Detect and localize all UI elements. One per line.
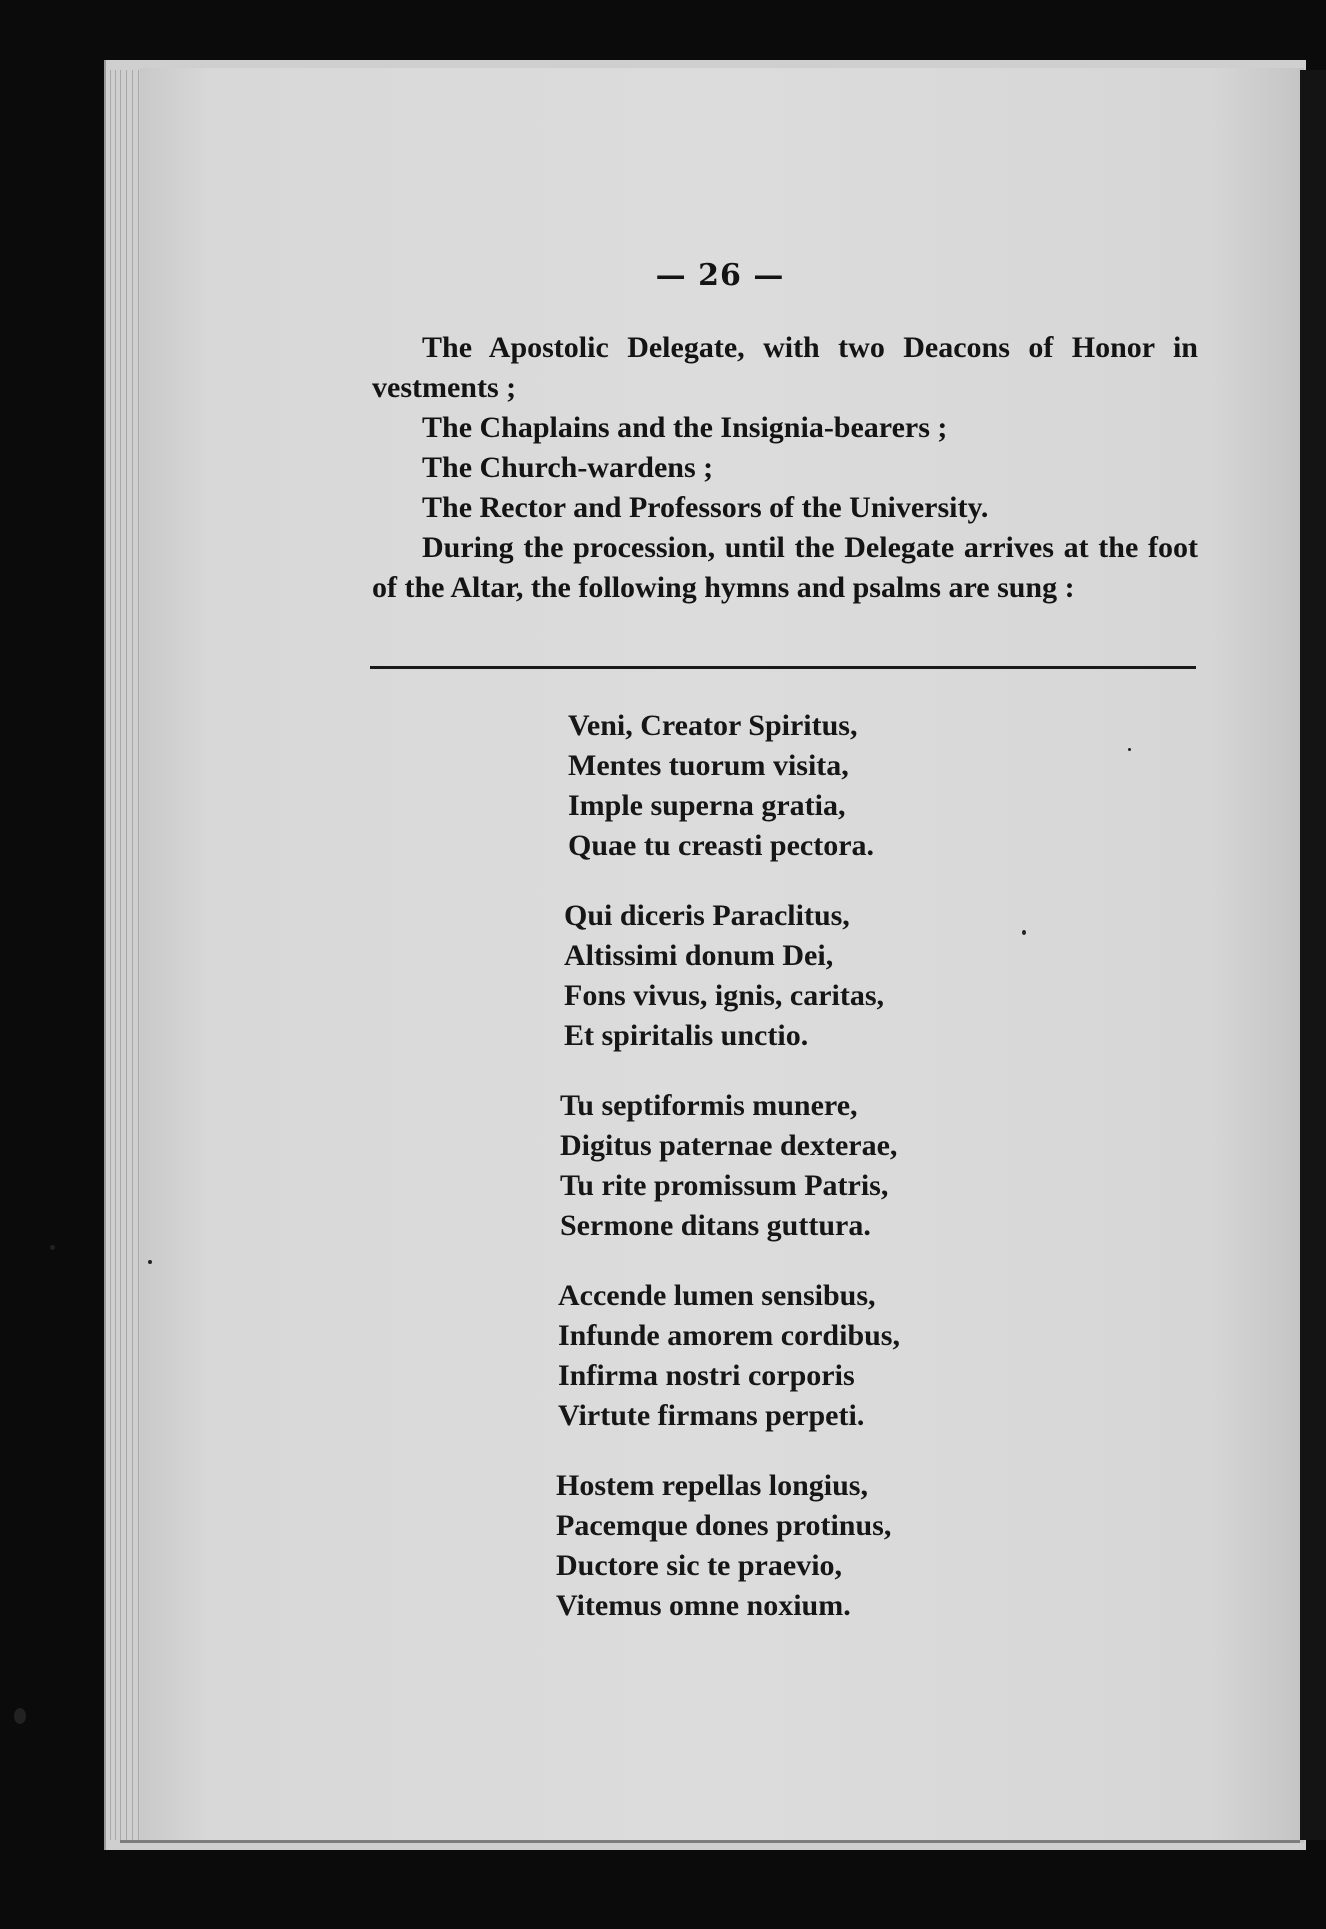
- page-edge-line: [120, 70, 121, 1840]
- binding-shadow: [1300, 70, 1326, 1840]
- page-edge-line: [110, 70, 111, 1840]
- procession-item-chaplains: [372, 408, 1198, 448]
- section-divider: [370, 666, 1196, 669]
- hymn-stanza-1: [568, 706, 874, 866]
- hymn-line: Infirma nostri corporis: [558, 1359, 855, 1392]
- page-edge-line: [138, 70, 139, 1840]
- hymn-stanza-2: [564, 896, 884, 1056]
- page-edge-line: [126, 70, 127, 1840]
- hymn-line: Infunde amorem cordibus,: [558, 1319, 900, 1352]
- hymn-line: Pacemque dones protinus,: [556, 1509, 892, 1542]
- hymn-line: Quae tu creasti pectora.: [568, 829, 875, 862]
- scan-speck: [1022, 930, 1026, 935]
- page-edge-line: [132, 70, 133, 1840]
- procession-delegate-text: The Apostolic Delegate, with two Deacons of Honor in vestments ;: [372, 331, 1198, 404]
- procession-rector-text: The Rector and Professors of the University.: [422, 491, 989, 524]
- hymn-line: Veni, Creator Spiritus,: [568, 709, 858, 742]
- procession-instruction-text: During the procession, until the Delegate arrives at the foot of the Altar, the following hymns and psalms are sung :: [372, 531, 1198, 604]
- scan-speck: [148, 1260, 152, 1264]
- hymn-line: Ductore sic te praevio,: [556, 1549, 843, 1582]
- hymn-stanza-5: [556, 1466, 891, 1626]
- scan-speck: [50, 1245, 55, 1250]
- page-edge-line: [115, 70, 116, 1840]
- hymn-line: Altissimi donum Dei,: [564, 939, 834, 972]
- hymn-line: Hostem repellas longius,: [556, 1469, 868, 1502]
- hymn-line: Qui diceris Paraclitus,: [564, 899, 850, 932]
- hymn-line: Sermone ditans guttura.: [560, 1209, 871, 1242]
- procession-chaplains-text: The Chaplains and the Insignia-bearers ;: [422, 411, 948, 444]
- procession-item-wardens: [372, 448, 1198, 488]
- procession-wardens-text: The Church-wardens ;: [422, 451, 714, 484]
- hymn-line: Accende lumen sensibus,: [558, 1279, 876, 1312]
- page-number: — 26 —: [655, 258, 785, 293]
- procession-item-delegate: [372, 328, 1198, 408]
- hymn-line: Mentes tuorum visita,: [568, 749, 849, 782]
- hymn-line: Digitus paternae dexterae,: [560, 1129, 898, 1162]
- hymn-line: Imple superna gratia,: [568, 789, 846, 822]
- hymn-line: Virtute firmans perpeti.: [558, 1399, 865, 1432]
- hymn-line: Tu septiformis munere,: [560, 1089, 858, 1122]
- hymn-line: Vitemus omne noxium.: [556, 1589, 851, 1622]
- page-bottom-edge: [120, 1840, 1300, 1843]
- hymn-line: Fons vivus, ignis, caritas,: [564, 979, 885, 1012]
- hymn-line: Et spiritalis unctio.: [564, 1019, 809, 1052]
- scan-speck: [1128, 748, 1131, 751]
- hymn-stanza-4: [558, 1276, 900, 1436]
- hymn-stanza-3: [560, 1086, 897, 1246]
- procession-item-rector: [372, 488, 1198, 528]
- procession-instruction: [372, 528, 1198, 608]
- scan-speck: [14, 1708, 26, 1724]
- hymn-line: Tu rite promissum Patris,: [560, 1169, 889, 1202]
